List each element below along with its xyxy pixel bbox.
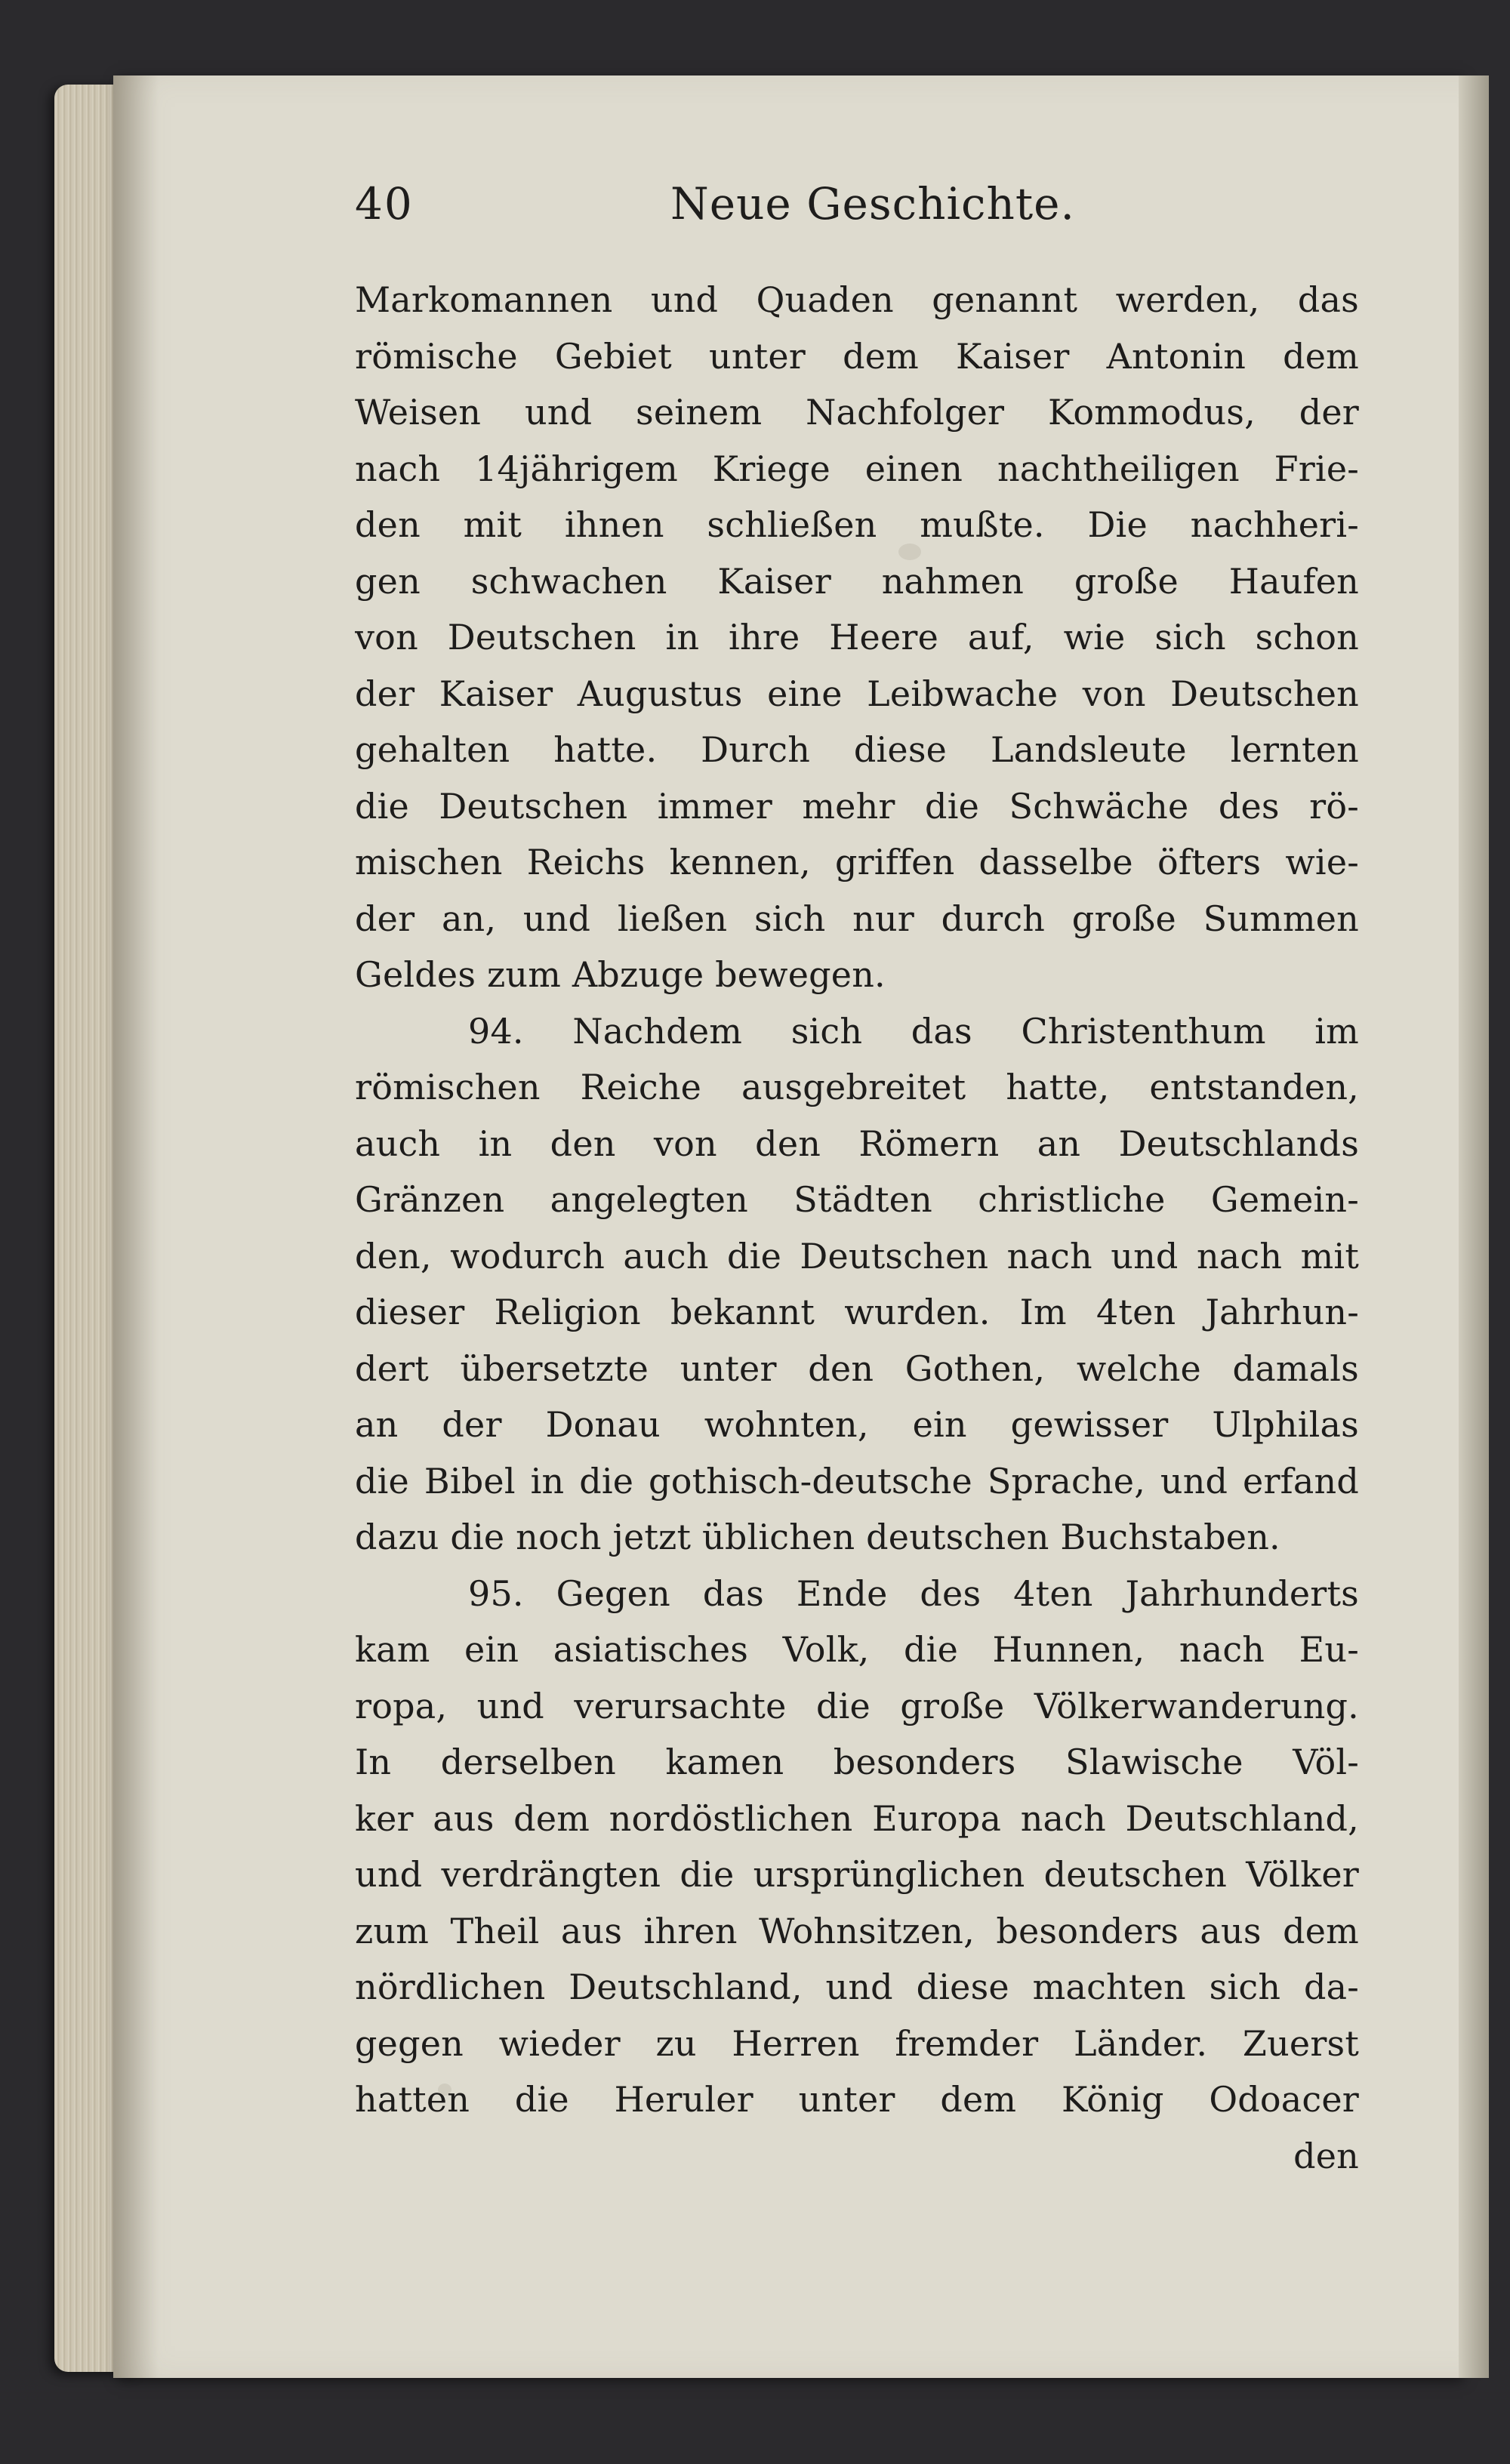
text-line: den, wodurch auch die Deutschen nach und nach mit: [355, 1235, 1359, 1277]
body-text: [355, 272, 1359, 2184]
text-line: römischen Reiche ausgebreitet hatte, entstanden,: [355, 1067, 1359, 1107]
text-line: nördlichen Deutschland, und diese machten sich da-: [355, 1967, 1359, 2007]
text-line: der an, und ließen sich nur durch große Summen: [355, 898, 1359, 939]
catchword: den: [1293, 2135, 1359, 2176]
text-line: an der Donau wohnten, ein gewisser Ulphilas: [355, 1404, 1359, 1445]
text-line: mischen Reichs kennen, griffen dasselbe öfters wie-: [355, 842, 1359, 882]
text-line: auch in den von den Römern an Deutschlands: [355, 1123, 1359, 1164]
text-line: dieser Religion bekannt wurden. Im 4ten Jahrhun-: [355, 1292, 1359, 1332]
running-title: Neue Geschichte.: [670, 178, 1075, 229]
page-right-edge: [1459, 75, 1489, 2378]
text-line: dert übersetzte unter den Gothen, welche damals: [355, 1348, 1359, 1389]
text-line: zum Theil aus ihren Wohnsitzen, besonders aus dem: [355, 1910, 1359, 1951]
text-line: den mit ihnen schließen mußte. Die nachheri-: [355, 504, 1359, 545]
text-line: gen schwachen Kaiser nahmen große Haufen: [355, 560, 1359, 602]
text-line: ker aus dem nordöstlichen Europa nach Deutschland,: [355, 1797, 1359, 1839]
text-line: Gränzen angelegten Städten christliche Gemein-: [355, 1179, 1359, 1220]
text-line: Markomannen und Quaden genannt werden, das: [355, 279, 1359, 320]
text-line: dazu die noch jetzt üblichen deutschen Buchstaben.: [355, 1517, 1280, 1557]
text-line: In derselben kamen besonders Slawische Völ-: [355, 1742, 1359, 1782]
text-line: Geldes zum Abzuge bewegen.: [355, 954, 886, 995]
text-line: hatten die Heruler unter dem König Odoacer: [355, 2079, 1359, 2120]
text-line: die Deutschen immer mehr die Schwäche des rö-: [355, 785, 1359, 827]
page-number: 40: [355, 178, 414, 229]
text-line: und verdrängten die ursprünglichen deutschen Völker: [355, 1854, 1359, 1895]
text-line: gehalten hatte. Durch diese Landsleute lernten: [355, 729, 1359, 770]
text-line: die Bibel in die gothisch-deutsche Sprache, und erfand: [355, 1460, 1359, 1502]
text-line: kam ein asiatisches Volk, die Hunnen, nach Eu-: [355, 1629, 1359, 1670]
gutter-shadow: [113, 75, 159, 2378]
text-line: gegen wieder zu Herren fremder Länder. Zuerst: [355, 2022, 1359, 2064]
text-line: römische Gebiet unter dem Kaiser Antonin dem: [355, 335, 1359, 377]
paragraph-95-start: 95. Gegen das Ende des 4ten Jahrhunderts: [468, 1572, 1359, 1614]
text-line: ropa, und verursachte die große Völkerwanderung.: [355, 1685, 1359, 1726]
paragraph-94-start: 94. Nachdem sich das Christenthum im: [468, 1010, 1359, 1052]
text-line: von Deutschen in ihre Heere auf, wie sich schon: [355, 617, 1359, 658]
page-header: [355, 178, 1344, 246]
text-line: der Kaiser Augustus eine Leibwache von Deutschen: [355, 673, 1359, 714]
text-line: Weisen und seinem Nachfolger Kommodus, der: [355, 392, 1359, 433]
text-line: nach 14jährigem Kriege einen nachtheiligen Frie-: [355, 448, 1359, 489]
